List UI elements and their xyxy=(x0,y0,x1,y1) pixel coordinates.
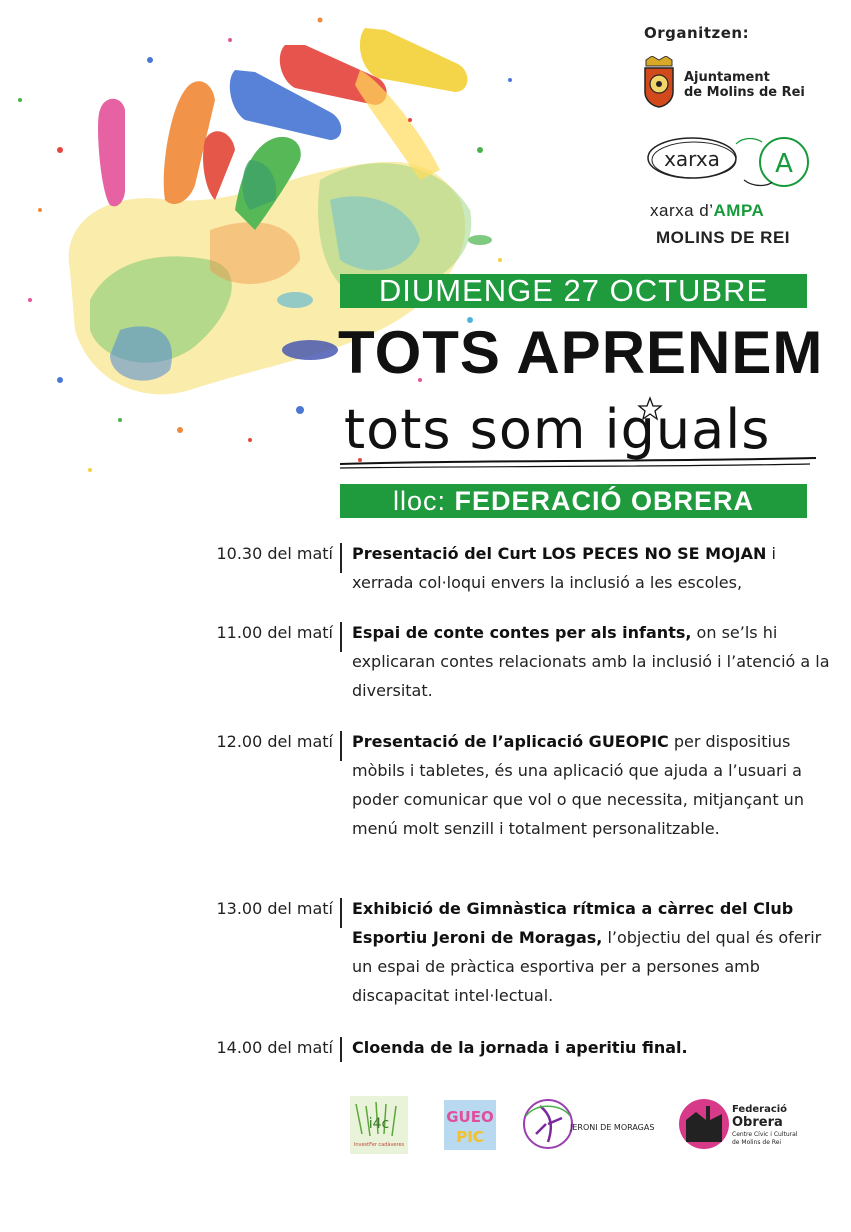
schedule-text: l’objectiu del qual és oferir un espai de pràctica esportiva per a persones amb discapacitat intel·lectual. xyxy=(352,928,822,1005)
finger-pink xyxy=(98,99,125,207)
schedule-separator xyxy=(340,898,342,928)
schedule-highlight: Presentació del Curt LOS PECES NO SE MOJAN xyxy=(352,544,767,563)
schedule-separator xyxy=(340,543,342,573)
svg-text:i4c: i4c xyxy=(368,1116,390,1132)
event-place-banner xyxy=(340,484,807,518)
ajuntament-crest-icon xyxy=(642,56,676,108)
schedule-separator xyxy=(340,622,342,652)
schedule-time: 10.30 del matí xyxy=(216,544,333,563)
event-date-banner: DIUMENGE 27 OCTUBRE xyxy=(340,274,807,308)
schedule-time: 12.00 del matí xyxy=(216,732,333,751)
schedule-text: i xerrada col·loqui envers la inclusió a les escoles, xyxy=(352,544,776,592)
sponsor-jeroni-label: JERONI DE MORAGAS xyxy=(570,1123,655,1132)
ajuntament-name-line2: de Molins de Rei xyxy=(684,85,805,100)
sponsor-investfer-logo xyxy=(350,1096,408,1154)
place-name: FEDERACIÓ OBRERA xyxy=(454,486,755,516)
schedule-separator xyxy=(340,731,342,761)
event-title: TOTS APRENEM xyxy=(338,319,824,386)
xarxa-logo xyxy=(644,126,814,196)
organizers-label: Organitzen: xyxy=(644,24,750,42)
ajuntament-logo xyxy=(642,56,842,112)
xarxa-logo-word: xarxa xyxy=(664,147,720,171)
sponsor-gueopic-line1: GUEO xyxy=(446,1108,494,1126)
schedule-highlight: Exhibició de Gimnàstica rítmica a càrrec del Club Esportiu Jeroni de Moragas, xyxy=(352,899,794,947)
event-subtitle xyxy=(340,394,820,474)
sponsor-federacio-line3: Centre Cívic i Cultural xyxy=(732,1131,798,1138)
event-subtitle-text: tots som iguals xyxy=(344,398,771,461)
xarxa-city: MOLINS DE REI xyxy=(656,228,791,247)
schedule-time: 14.00 del matí xyxy=(216,1038,333,1057)
schedule-highlight: Espai de conte contes per als infants, xyxy=(352,623,692,642)
xarxa-ampa: AMPA xyxy=(713,201,765,220)
schedule-text: per dispositius mòbils i tabletes, és una aplicació que ajuda a l’usuari a poder comunicar que vol o que necessita, mitjançant un menú molt senzill i totalment personalitzable. xyxy=(352,732,804,838)
sponsor-federacio-line4: de Molins de Rei xyxy=(732,1139,782,1146)
schedule-description xyxy=(352,618,832,705)
schedule-description xyxy=(352,1033,832,1062)
schedule-description xyxy=(352,539,832,597)
sponsor-gueopic-logo xyxy=(444,1100,496,1150)
schedule-highlight: Cloenda de la jornada i aperitiu final. xyxy=(352,1038,688,1057)
xarxa-prefix: xarxa d’ xyxy=(650,201,714,220)
place-label: lloc: xyxy=(392,486,446,516)
ajuntament-name-line1: Ajuntament xyxy=(684,70,770,85)
schedule-separator xyxy=(340,1037,342,1062)
schedule-highlight: Presentació de l’aplicació GUEOPIC xyxy=(352,732,669,751)
sponsor-federacio-logo xyxy=(679,1099,798,1149)
sponsor-federacio-line2: Obrera xyxy=(732,1115,783,1130)
sponsor-investfer-label: InvestFer cadàveres xyxy=(353,1142,405,1148)
schedule-time: 13.00 del matí xyxy=(216,899,333,918)
xarxa-logo-letter: A xyxy=(775,149,793,179)
schedule-description xyxy=(352,894,832,1010)
sponsor-federacio-line1: Federació xyxy=(732,1104,788,1115)
sponsor-logos xyxy=(340,1094,820,1158)
sponsor-jeroni-logo xyxy=(524,1100,654,1148)
schedule-text: on se’ls hi explicaran contes relacionats amb la inclusió i l’atenció a la diversitat. xyxy=(352,623,830,700)
schedule-description xyxy=(352,727,832,843)
schedule-time: 11.00 del matí xyxy=(216,623,333,642)
xarxa-ampa-label xyxy=(650,201,764,221)
sponsor-gueopic-line2: PIC xyxy=(456,1128,484,1146)
